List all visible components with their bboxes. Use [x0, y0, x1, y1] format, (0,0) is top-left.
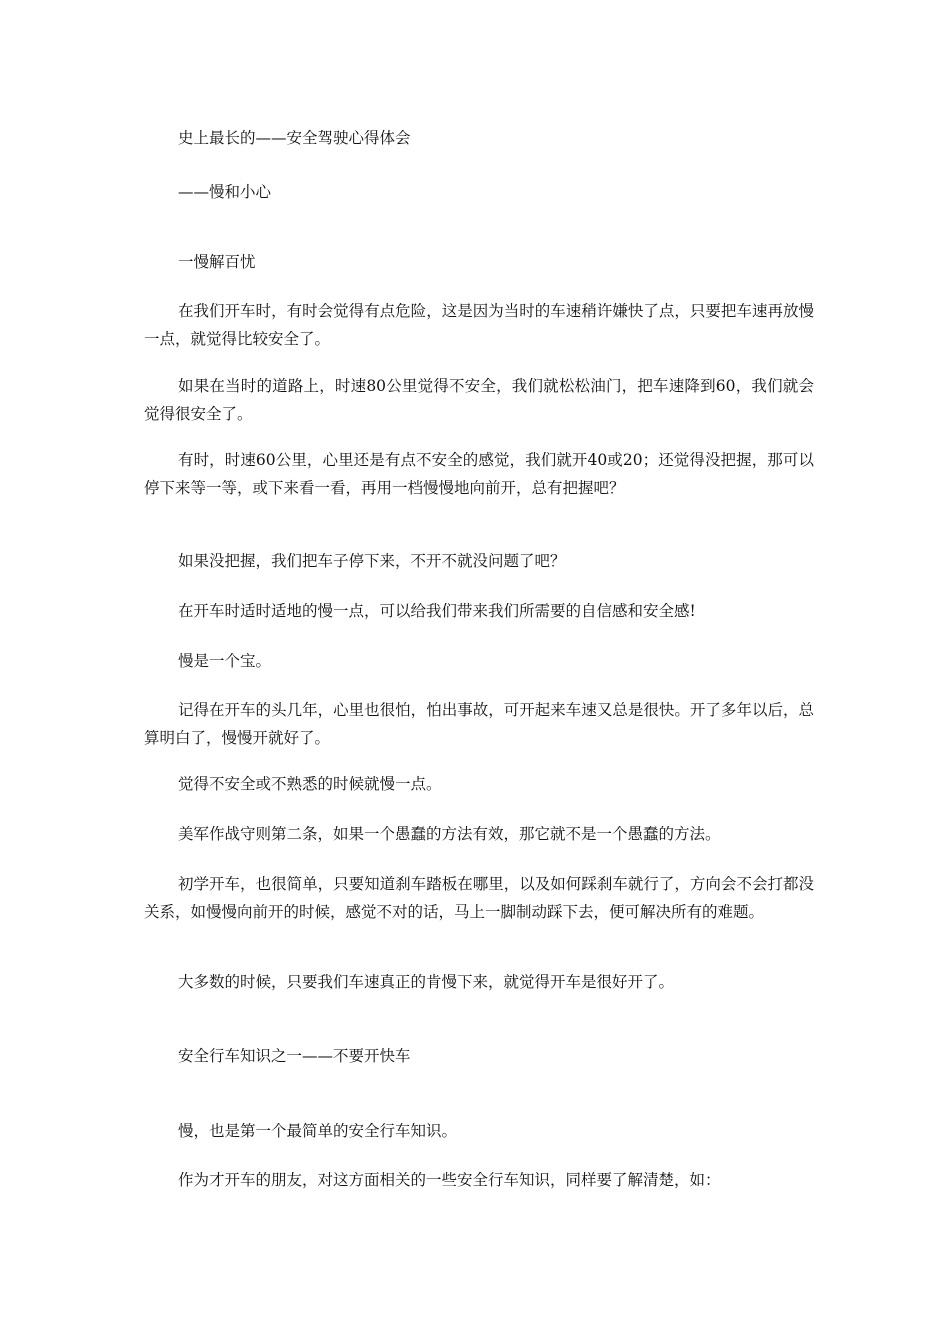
section-heading: 一慢解百忧 [178, 253, 256, 271]
paragraph: 觉得不安全或不熟悉的时候就慢一点。 [178, 775, 442, 793]
document-title: 史上最长的——安全驾驶心得体会 [178, 129, 411, 147]
paragraph: 在我们开车时，有时会觉得有点危险，这是因为当时的车速稍许嫌快了点，只要把车速再放慢一点，就觉得比较安全了。 [144, 302, 814, 348]
paragraph: 在开车时适时适地的慢一点，可以给我们带来我们所需要的自信感和安全感! [178, 602, 696, 620]
paragraph: 记得在开车的头几年，心里也很怕，怕出事故，可开起来车速又总是很快。开了多年以后，总算明白了，慢慢开就好了。 [144, 701, 814, 747]
paragraph: 有时，时速60公里，心里还是有点不安全的感觉，我们就开40或20；还觉得没把握，那可以停下来等一等，或下来看一看，再用一档慢慢地向前开，总有把握吧？ [144, 451, 814, 497]
paragraph: 慢是一个宝。 [178, 652, 272, 670]
paragraph: 如果在当时的道路上，时速80公里觉得不安全，我们就松松油门，把车速降到60，我们就会觉得很安全了。 [144, 377, 814, 423]
paragraph: 美军作战守则第二条，如果一个愚蠢的方法有效，那它就不是一个愚蠢的方法。 [178, 825, 721, 843]
paragraph: 慢，也是第一个最简单的安全行车知识。 [178, 1122, 458, 1140]
document-subtitle: ——慢和小心 [178, 183, 272, 201]
paragraph: 初学开车，也很简单，只要知道刹车踏板在哪里，以及如何踩刹车就行了，方向会不会打都没关系，如慢慢向前开的时候，感觉不对的话，马上一脚制动踩下去，便可解决所有的难题。 [144, 875, 814, 921]
section-heading: 安全行车知识之一——不要开快车 [178, 1047, 411, 1065]
paragraph: 如果没把握，我们把车子停下来，不开不就没问题了吧？ [178, 552, 566, 570]
paragraph: 作为才开车的朋友，对这方面相关的一些安全行车知识，同样要了解清楚，如： [178, 1171, 721, 1189]
paragraph: 大多数的时候，只要我们车速真正的肯慢下来，就觉得开车是很好开了。 [178, 973, 675, 991]
